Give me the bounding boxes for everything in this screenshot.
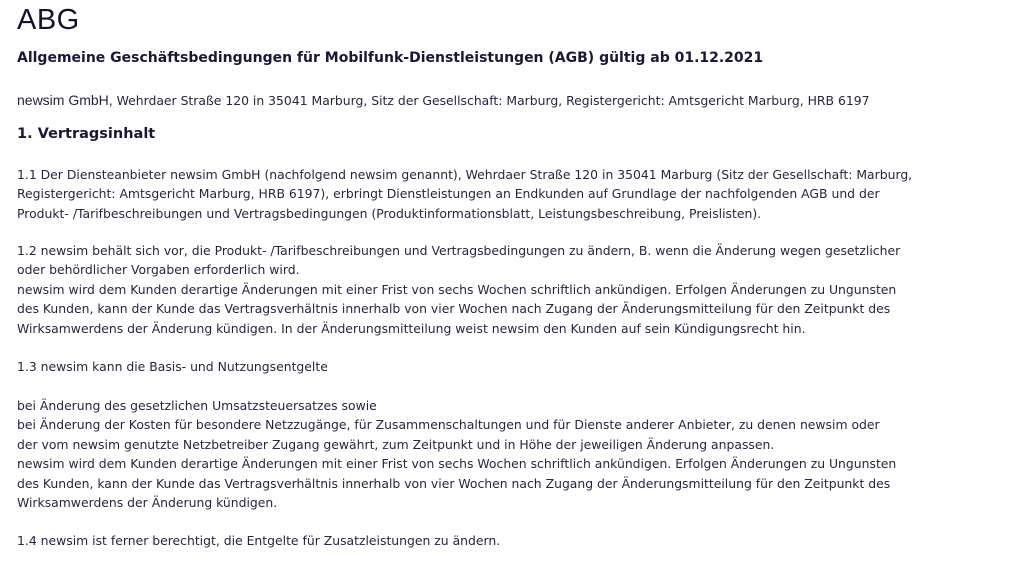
paragraph-line: oder behördlicher Vorgaben erforderlich wird. [17, 262, 300, 278]
paragraph-1-1 [17, 165, 1007, 223]
paragraph-1-2 [17, 241, 1007, 338]
paragraph-line: Wirksamwerdens der Änderung kündigen. [17, 495, 278, 511]
paragraph-line: bei Änderung der Kosten für besondere Netzzugänge, für Zusammenschaltungen und für Dienste anderer Anbieter, zu denen newsim oder [17, 417, 880, 433]
document-subtitle: Allgemeine Geschäftsbedingungen für Mobilfunk-Dienstleistungen (AGB) gültig ab 01.12.2021 [17, 50, 764, 66]
paragraph-line: der vom newsim genutzte Netzbetreiber Zugang gewährt, zum Zeitpunkt und in Höhe der jeweiligen Änderung anpassen. [17, 436, 775, 452]
company-details: Wehrdaer Straße 120 in 35041 Marburg, Sitz der Gesellschaft: Marburg, Registergericht: Amtsgericht Marburg, HRB 6197 [116, 93, 870, 108]
paragraph-1-3 [17, 396, 1007, 512]
paragraph-line: 1.1 Der Diensteanbieter newsim GmbH (nachfolgend newsim genannt), Wehrdaer Straße 120 in 35041 Marburg (Sitz der Gesellschaft: Marburg, [17, 167, 913, 182]
paragraph-line: Produkt- /Tarifbeschreibungen und Vertragsbedingungen (Produktinformationsblatt, Leistungsbeschreibung, Preislisten). [17, 205, 762, 221]
company-name: newsim GmbH, [17, 92, 117, 108]
company-info [17, 90, 870, 109]
paragraph-1-3-intro [17, 357, 1007, 376]
paragraph-line: newsim wird dem Kunden derartige Änderungen mit einer Frist von sechs Wochen schriftlich ankündigen. Erfolgen Änderungen zu Ungunsten [17, 456, 897, 472]
paragraph-line: des Kunden, kann der Kunde das Vertragsverhältnis innerhalb von vier Wochen nach Zugang der Änderungsmitteilung für den Zeitpunkt des [17, 475, 891, 491]
paragraph-line: Wirksamwerdens der Änderung kündigen. In der Änderungsmitteilung weist newsim den Kunden auf sein Kündigungsrecht hin. [17, 320, 806, 336]
paragraph-line: 1.4 newsim ist ferner berechtigt, die Entgelte für Zusatzleistungen zu ändern. [17, 533, 501, 548]
paragraph-1-4 [17, 531, 1007, 550]
paragraph-line: 1.3 newsim kann die Basis- und Nutzungsentgelte [17, 359, 328, 374]
paragraph-line: bei Änderung des gesetzlichen Umsatzsteuersatzes sowie [17, 398, 377, 413]
section-heading-vertragsinhalt: 1. Vertragsinhalt [17, 126, 156, 142]
paragraph-line: des Kunden, kann der Kunde das Vertragsverhältnis innerhalb von vier Wochen nach Zugang der Änderungsmitteilung für den Zeitpunkt des [17, 301, 891, 317]
page-title: ABG [17, 4, 80, 36]
paragraph-line: Registergericht: Amtsgericht Marburg, HRB 6197), erbringt Dienstleistungen an Endkunden auf Grundlage der nachfolgenden AGB und der [17, 186, 880, 202]
paragraph-line: 1.2 newsim behält sich vor, die Produkt- /Tarifbeschreibungen und Vertragsbedingungen zu ändern, B. wenn die Änderung wegen gesetzlicher [17, 243, 901, 258]
paragraph-line: newsim wird dem Kunden derartige Änderungen mit einer Frist von sechs Wochen schriftlich ankündigen. Erfolgen Änderungen zu Ungunsten [17, 281, 897, 297]
